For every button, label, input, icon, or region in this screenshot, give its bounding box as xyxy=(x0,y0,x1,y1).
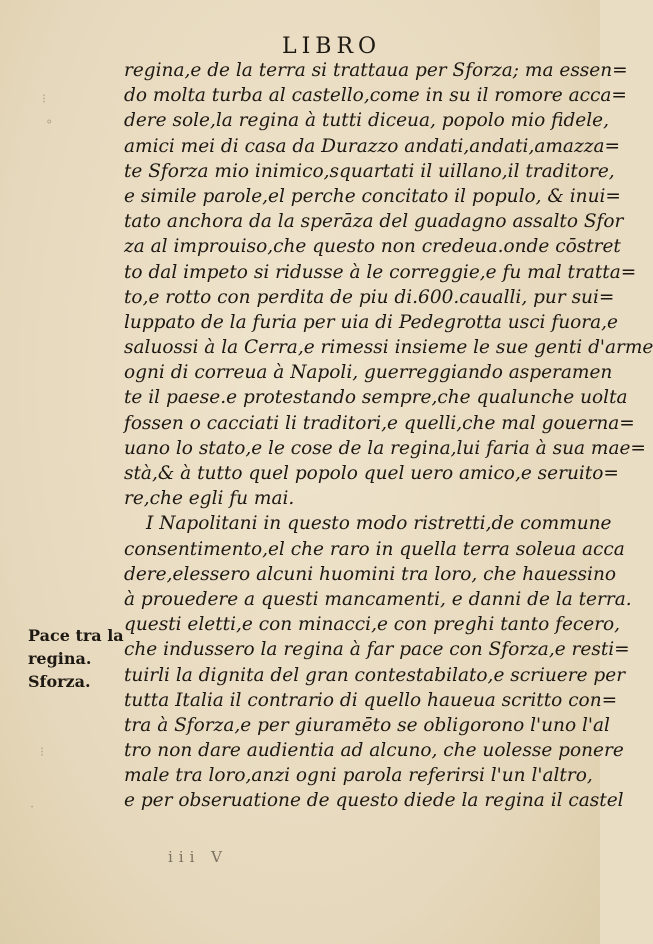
text-line: che indussero la regina à far pace con Sforza,e resti= xyxy=(124,639,630,661)
running-header: LIBRO xyxy=(282,34,382,59)
text-line: to,e rotto con perdita de piu di.600.caualli, pur sui= xyxy=(124,286,615,308)
text-line: amici mei di casa da Durazzo andati,andati,amazza= xyxy=(124,135,620,157)
body-text xyxy=(124,58,653,814)
bleed-through-mark: ⁝ xyxy=(42,92,47,107)
text-line: questi eletti,e con minacci,e con preghi tanto fecero, xyxy=(124,614,621,636)
marginal-note xyxy=(28,624,128,693)
text-line: do molta turba al castello,come in su il romore acca= xyxy=(124,85,627,107)
text-line: te Sforza mio inimico,squartati il uillano,il traditore, xyxy=(124,160,615,182)
bleed-through-mark: ⁝ xyxy=(40,745,45,760)
text-line: tutta Italia il contrario di quello haueua scritto con= xyxy=(124,689,618,711)
text-line: te il paese.e protestando sempre,che qualunche uolta xyxy=(124,387,628,409)
text-line: tro non dare audientia ad alcuno, che uolesse ponere xyxy=(124,740,624,762)
text-line: consentimento,el che raro in quella terra soleua acca xyxy=(124,538,625,560)
marginal-note-line: regina. xyxy=(28,649,92,668)
text-line: luppato de la furia per uia di Pedegrotta usci fuora,e xyxy=(124,311,618,333)
text-line: uano lo stato,e le cose de la regina,lui faria à sua mae= xyxy=(124,437,646,459)
marginal-note-line: Pace tra la xyxy=(28,626,124,645)
text-line: regina,e de la terra si trattaua per Sforza; ma essen= xyxy=(124,60,628,81)
text-line: dere sole,la regina à tutti diceua, popolo mio fidele, xyxy=(124,110,609,132)
signature-mark: iii V xyxy=(168,848,228,866)
paragraph-start-line: I Napolitani in questo modo ristretti,de commune xyxy=(146,513,612,535)
text-line: tra à Sforza,e per giuramēto se obligorono l'uno l'al xyxy=(124,714,610,736)
text-line: za al improuiso,che questo non credeua.onde cōstret xyxy=(124,236,621,258)
text-line: tato anchora da la sperāza del guadagno assalto Sfor xyxy=(124,211,624,233)
bleed-through-mark: · xyxy=(30,800,35,815)
bleed-through-mark: ° xyxy=(46,118,53,133)
text-line: re,che egli fu mai. xyxy=(124,488,295,510)
text-line: ogni di correua à Napoli, guerreggiando asperamen xyxy=(124,362,613,384)
text-line: à prouedere a questi mancamenti, e danni de la terra. xyxy=(124,588,632,610)
text-line: to dal impeto si ridusse à le correggie,e fu mal tratta= xyxy=(124,261,637,283)
text-line: stà,& à tutto quel popolo quel uero amico,e seruito= xyxy=(124,463,619,484)
text-line: tuirli la dignita del gran contestabilato,e scriuere per xyxy=(124,664,626,686)
text-line: saluossi à la Cerra,e rimessi insieme le sue genti d'arme xyxy=(124,337,653,359)
text-line: fossen o cacciati li traditori,e quelli,che mal gouerna= xyxy=(124,412,635,434)
text-line: dere,elessero alcuni huomini tra loro, che hauessino xyxy=(124,563,617,585)
text-line: male tra loro,anzi ogni parola referirsi l'un l'altro, xyxy=(124,765,593,787)
marginal-note-line: Sforza. xyxy=(28,672,91,691)
text-line: e simile parole,el perche concitato il populo, & inui= xyxy=(124,185,621,207)
text-line: e per obseruatione de questo diede la regina il castel xyxy=(124,790,624,812)
